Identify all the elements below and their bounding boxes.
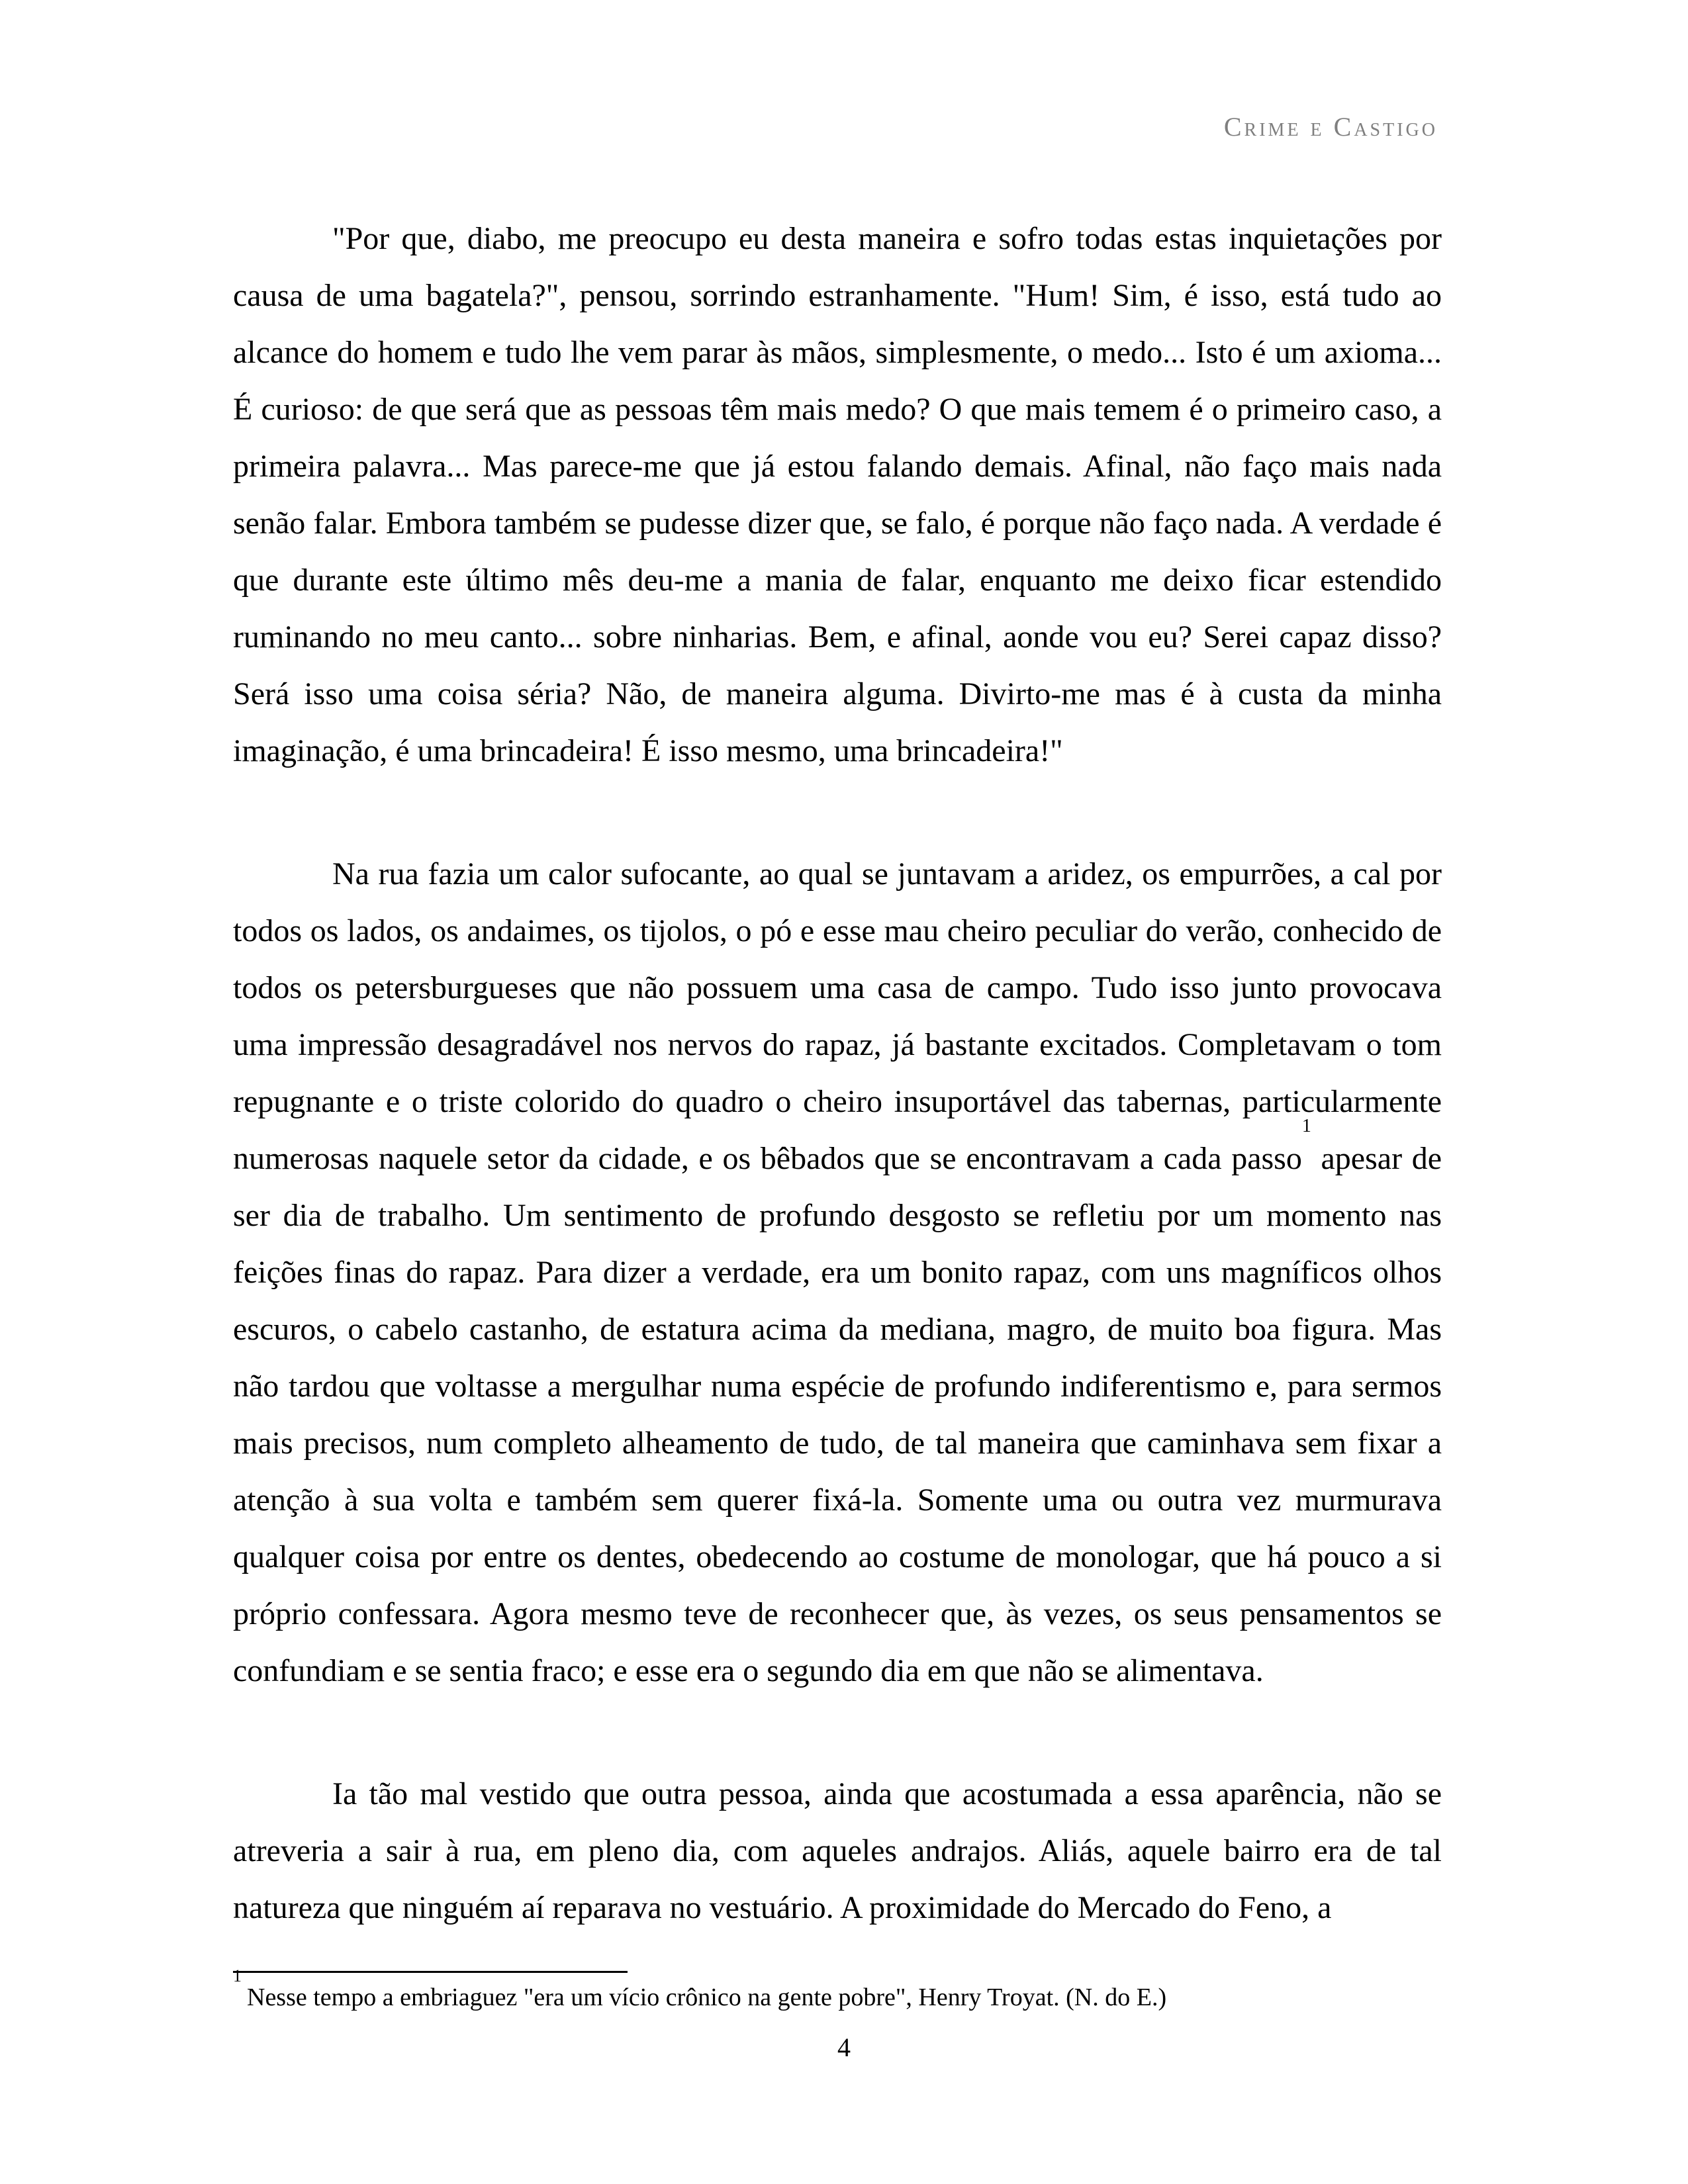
paragraph-3: Ia tão mal vestido que outra pessoa, ainda que acostumada a essa aparência, não se atreveria a sair à rua, em pleno dia, com aqueles andrajos. Aliás, aquele bairro era de tal natureza que ninguém aí reparava no vestuário. A proximidade do Mercado do Feno, a [233,1776,1442,1925]
page-number: 4 [837,2032,851,2062]
footnote-divider [233,1971,628,1973]
paragraph-1: "Por que, diabo, me preocupo eu desta maneira e sofro todas estas inquietações por causa de uma bagatela?", pensou, sorrindo estranhamente. "Hum! Sim, é isso, está tudo ao alcance do homem e tudo lhe vem parar às mãos, simplesmente, o medo... Isto é um axioma... É curioso: de que será que as pessoas têm mais medo? O que mais temem é o primeiro caso, a primeira palavra... Mas parece-me que já estou falando demais. Afinal, não faço mais nada senão falar. Embora também se pudesse dizer que, se falo, é porque não faço nada. A verdade é que durante este último mês deu-me a mania de falar, enquanto me deixo ficar estendido ruminando no meu canto... sobre ninharias. Bem, e afinal, aonde vou eu? Serei capaz disso? Será isso uma coisa séria? Não, de maneira alguma. Divirto-me mas é à custa da minha imaginação, é uma brincadeira! É isso mesmo, uma brincadeira!" [233,221,1442,768]
footnote-text: Nesse tempo a embriaguez "era um vício crônico na gente pobre", Henry Troyat. (N. do E.) [247,1983,1167,2011]
paragraph-2 [233,846,1442,1700]
footnote-reference: 1 [1301,1116,1311,1136]
paragraph-2-text-a: Na rua fazia um calor sufocante, ao qual se juntavam a aridez, os empurrões, a cal por todos os lados, os andaimes, os tijolos, o pó e esse mau cheiro peculiar do verão, conhecido de todos os petersburgueses que não possuem uma casa de campo. Tudo isso junto provocava uma impressão desagradável nos nervos do rapaz, já bastante excitados. Completavam o tom repugnante e o triste colorido do quadro o cheiro insuportável das tabernas, particularmente numerosas naquele setor da cidade, e os bêbados que se encontravam a cada passo [233,856,1442,1176]
body-text [233,210,1442,2003]
footnote-mark: 1 [233,1966,242,1985]
paragraph-2-text-b: apesar de ser dia de trabalho. Um sentimento de profundo desgosto se refletiu por um momento nas feições finas do rapaz. Para dizer a verdade, era um bonito rapaz, com uns magníficos olhos escuros, o cabelo castanho, de estatura acima da mediana, magro, de muito boa figura. Mas não tardou que voltasse a mergulhar numa espécie de profundo indiferentismo e, para sermos mais precisos, num completo alheamento de tudo, de tal maneira que caminhava sem fixar a atenção à sua volta e também sem querer fixá-la. Somente uma ou outra vez murmurava qualquer coisa por entre os dentes, obedecendo ao costume de monologar, que há pouco a si próprio confessara. Agora mesmo teve de reconhecer que, às vezes, os seus pensamentos se confundiam e se sentia fraco; e esse era o segundo dia em que não se alimentava. [233,1141,1442,1688]
footnote [233,1966,1442,2016]
running-header: Crime e Castigo [1223,112,1438,142]
